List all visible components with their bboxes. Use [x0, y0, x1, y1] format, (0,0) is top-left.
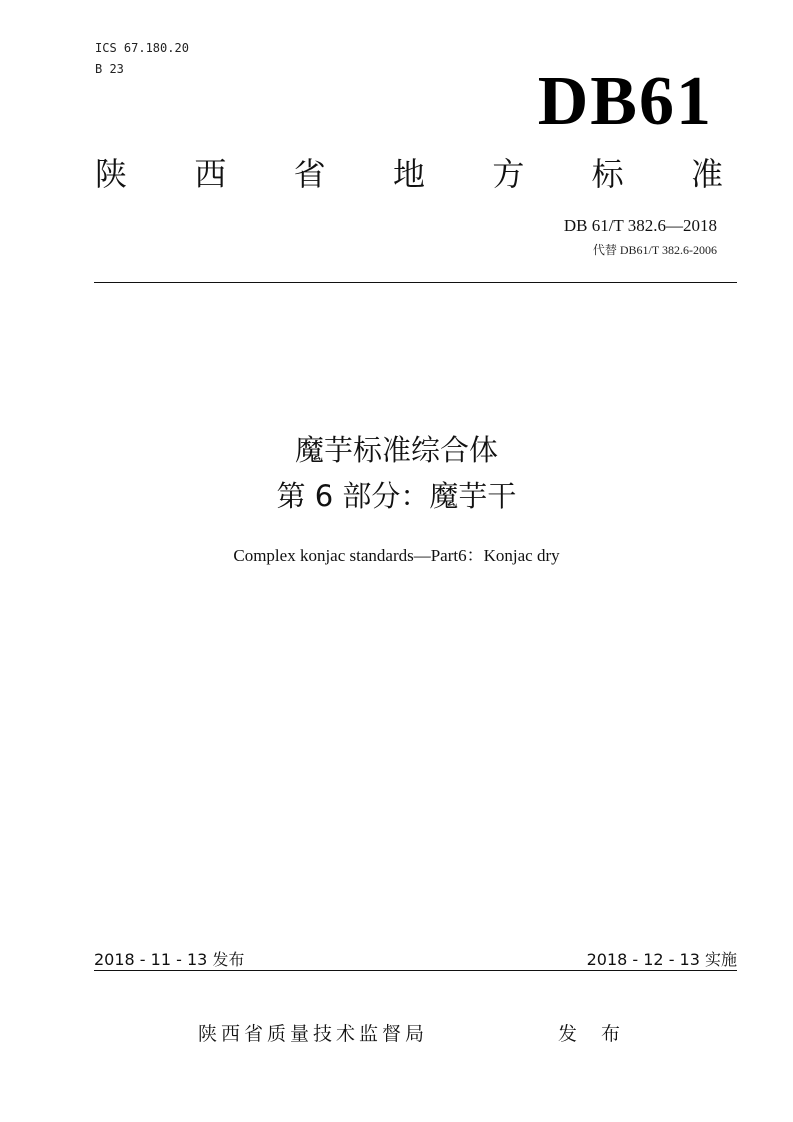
standard-number: DB 61/T 382.6—2018 [563, 216, 717, 235]
title-chinese-line1: 魔芋标准综合体 [294, 433, 498, 467]
replaces-standard: 代替 DB61/T 382.6-2006 [592, 243, 717, 257]
issue-date: 2018 - 11 - 13 发布 [94, 950, 245, 969]
standard-type-char: 标 [591, 155, 624, 193]
title-english: Complex konjac standards—Part6：Konjac dry [233, 546, 560, 565]
bottom-divider [94, 970, 737, 971]
standard-type-char: 西 [194, 155, 227, 193]
ccs-code: B 23 [95, 62, 124, 76]
standard-type-char: 准 [690, 155, 723, 193]
standard-type-char: 方 [492, 155, 525, 193]
implementation-date: 2018 - 12 - 13 实施 [586, 950, 737, 969]
ics-code: ICS 67.180.20 [95, 41, 189, 55]
title-chinese-line2: 第 6 部分：魔芋干 [276, 479, 517, 513]
issue-label: 发 布 [558, 1023, 630, 1045]
standard-type-char: 地 [392, 155, 425, 193]
standard-type-char: 省 [293, 155, 326, 193]
top-divider [94, 282, 737, 283]
issuing-authority: 陕西省质量技术监督局 [198, 1023, 429, 1045]
standard-type-char: 陕 [95, 155, 128, 193]
db-logo: DB61 [537, 63, 713, 140]
standard-type [95, 152, 723, 196]
